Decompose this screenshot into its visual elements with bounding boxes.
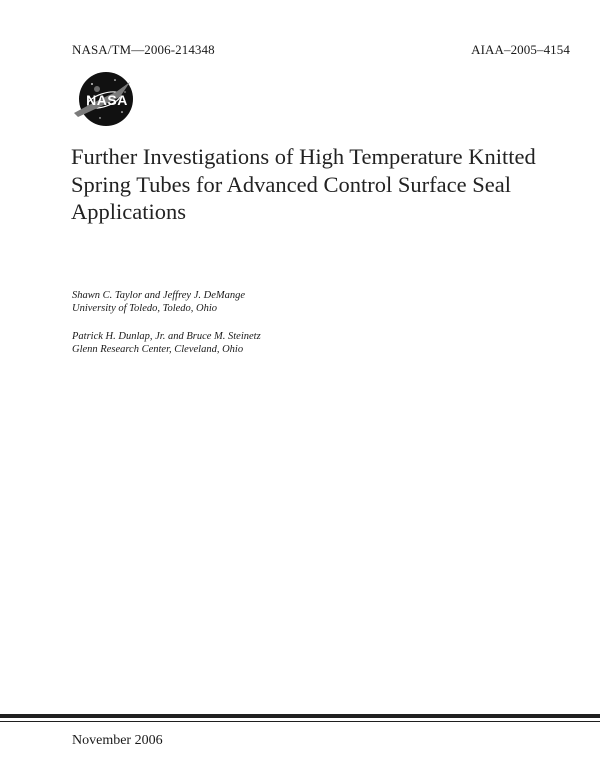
footer-rule-thin [0, 721, 600, 722]
author-group [72, 289, 245, 315]
author-names: Shawn C. Taylor and Jeffrey J. DeMange [72, 290, 246, 301]
report-number: NASA/TM—2006-214348 [72, 42, 215, 57]
author-affiliation: University of Toledo, Toledo, Ohio [72, 303, 218, 314]
title-line: Spring Tubes for Advanced Control Surface Seal [71, 171, 511, 197]
nasa-logo-lettering: NASA [86, 92, 128, 108]
author-names: Patrick H. Dunlap, Jr. and Bruce M. Steinetz [72, 331, 261, 342]
aiaa-paper-number: AIAA–2005–4154 [471, 42, 570, 57]
title-line: Applications [71, 199, 186, 224]
author-group [72, 330, 261, 356]
publication-date: November 2006 [72, 733, 163, 748]
nasa-logo-icon [70, 70, 142, 128]
author-affiliation: Glenn Research Center, Cleveland, Ohio [72, 344, 244, 355]
page-title [71, 143, 571, 226]
footer-rule-thick [0, 714, 600, 718]
title-line: Further Investigations of High Temperature Knitted [71, 144, 536, 169]
